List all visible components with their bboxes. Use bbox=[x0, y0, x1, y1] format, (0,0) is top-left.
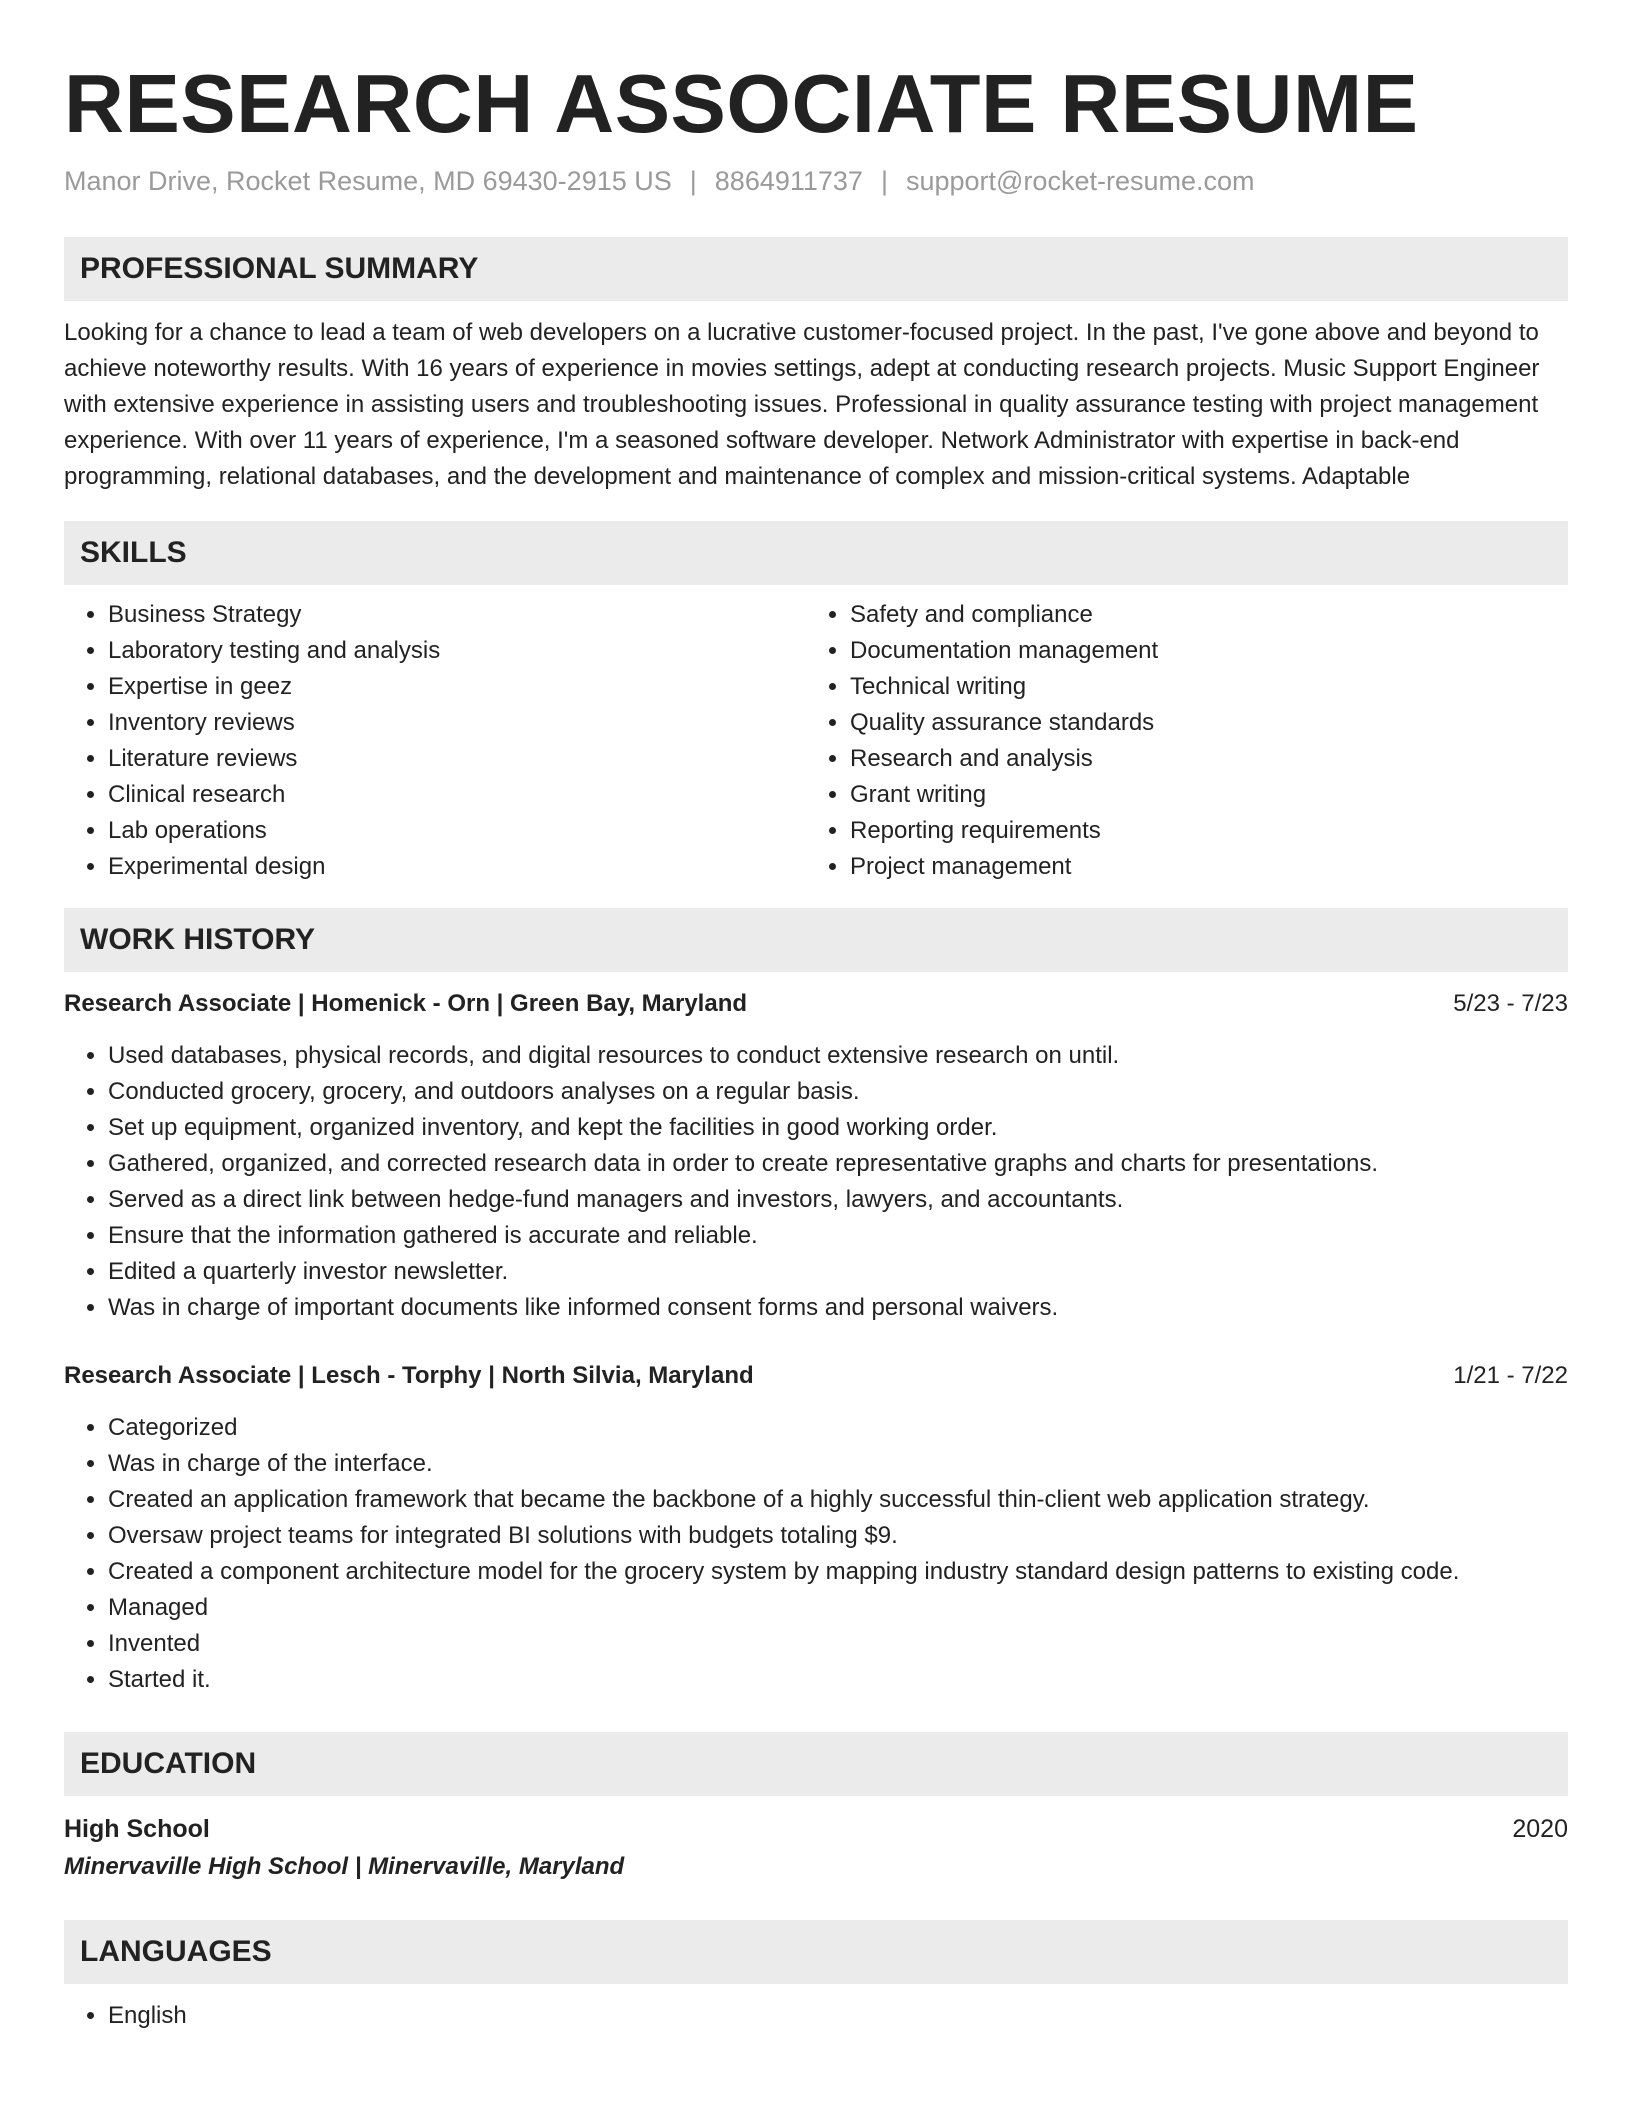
skill-item: • Clinical research bbox=[108, 777, 806, 813]
section-header-languages: LANGUAGES bbox=[64, 1920, 1568, 1984]
education-header bbox=[64, 1810, 1568, 1848]
skills-list bbox=[64, 597, 1568, 885]
job-bullet: • Created an application framework that became the backbone of a highly successful thin-client web application strategy. bbox=[108, 1482, 1568, 1518]
job-bullet: • Gathered, organized, and corrected research data in order to create representative graphs and charts for presentations. bbox=[108, 1146, 1568, 1182]
skill-item: • Laboratory testing and analysis bbox=[108, 633, 806, 669]
job-bullet: • Was in charge of important documents like informed consent forms and personal waivers. bbox=[108, 1290, 1568, 1326]
skill-item: • Technical writing bbox=[850, 669, 1548, 705]
language-item: • English bbox=[108, 1998, 1568, 2034]
job-bullet: • Used databases, physical records, and digital resources to conduct extensive research on until. bbox=[108, 1038, 1568, 1074]
job-bullet: • Oversaw project teams for integrated BI solutions with budgets totaling $9. bbox=[108, 1518, 1568, 1554]
skill-item: • Research and analysis bbox=[850, 741, 1548, 777]
education-school: Minervaville High School | Minervaville, Maryland bbox=[64, 1853, 625, 1880]
job-bullet: • Categorized bbox=[108, 1410, 1568, 1446]
job-dates: 5/23 - 7/23 bbox=[1453, 990, 1568, 1017]
contact-line bbox=[64, 164, 1568, 198]
resume-title: RESEARCH ASSOCIATE RESUME bbox=[64, 57, 1419, 150]
job-bullet: • Edited a quarterly investor newsletter. bbox=[108, 1254, 1568, 1290]
education-entry bbox=[64, 1810, 1568, 1886]
section-header-work-history: WORK HISTORY bbox=[64, 908, 1568, 972]
job-bullet: • Started it. bbox=[108, 1662, 1568, 1698]
job-bullet: • Invented bbox=[108, 1626, 1568, 1662]
job-bullet: • Served as a direct link between hedge-fund managers and investors, lawyers, and accountants. bbox=[108, 1182, 1568, 1218]
job-bullet: • Ensure that the information gathered is accurate and reliable. bbox=[108, 1218, 1568, 1254]
contact-separator: | bbox=[689, 166, 697, 196]
job-bullet: • Managed bbox=[108, 1590, 1568, 1626]
skill-item: • Reporting requirements bbox=[850, 813, 1548, 849]
resume-page bbox=[64, 0, 1568, 2034]
skill-item: • Literature reviews bbox=[108, 741, 806, 777]
skill-item: • Business Strategy bbox=[108, 597, 806, 633]
job-bullet: • Created a component architecture model for the grocery system by mapping industry standard design patterns to existing code. bbox=[108, 1554, 1568, 1590]
skill-item: • Documentation management bbox=[850, 633, 1548, 669]
education-year: 2020 bbox=[1512, 1815, 1568, 1843]
skill-item: • Lab operations bbox=[108, 813, 806, 849]
job-entry bbox=[64, 1358, 1568, 1698]
section-header-education: EDUCATION bbox=[64, 1732, 1568, 1796]
job-entry bbox=[64, 986, 1568, 1326]
job-bullet: • Was in charge of the interface. bbox=[108, 1446, 1568, 1482]
skill-item: • Inventory reviews bbox=[108, 705, 806, 741]
education-degree: High School bbox=[64, 1815, 210, 1843]
job-title: Research Associate | Lesch - Torphy | North Silvia, Maryland bbox=[64, 1362, 754, 1389]
job-header bbox=[64, 986, 1568, 1022]
skills-column-left bbox=[64, 597, 806, 885]
job-bullet: • Set up equipment, organized inventory, and kept the facilities in good working order. bbox=[108, 1110, 1568, 1146]
skill-item: • Experimental design bbox=[108, 849, 806, 885]
skill-item: • Project management bbox=[850, 849, 1548, 885]
skills-column-right bbox=[806, 597, 1548, 885]
skill-item: • Safety and compliance bbox=[850, 597, 1548, 633]
skill-item: • Quality assurance standards bbox=[850, 705, 1548, 741]
job-title: Research Associate | Homenick - Orn | Green Bay, Maryland bbox=[64, 990, 748, 1017]
contact-email: support@rocket-resume.com bbox=[905, 166, 1255, 196]
job-bullet: • Conducted grocery, grocery, and outdoors analyses on a regular basis. bbox=[108, 1074, 1568, 1110]
section-header-summary: PROFESSIONAL SUMMARY bbox=[64, 237, 1568, 301]
languages-list bbox=[64, 1998, 1568, 2034]
contact-separator: | bbox=[880, 166, 888, 196]
summary-text: Looking for a chance to lead a team of web developers on a lucrative customer-focused project. In the past, I've gone above and beyond to achieve noteworthy results. With 16 years of experience in movies settings, adept at conducting research projects. Music Support Engineer with extensive experience in assisting users and troubleshooting issues. Professional in quality assurance testing with project management experience. With over 11 years of experience, I'm a seasoned software developer. Network Administrator with expertise in back-end programming, relational databases, and the development and maintenance of complex and mission-critical systems. Adaptable bbox=[64, 319, 1540, 490]
contact-phone: 8864911737 bbox=[714, 166, 863, 196]
job-header bbox=[64, 1358, 1568, 1394]
contact-address: Manor Drive, Rocket Resume, MD 69430-2915 US bbox=[64, 166, 672, 196]
job-dates: 1/21 - 7/22 bbox=[1453, 1362, 1568, 1389]
skill-item: • Grant writing bbox=[850, 777, 1548, 813]
skill-item: • Expertise in geez bbox=[108, 669, 806, 705]
section-header-skills: SKILLS bbox=[64, 521, 1568, 585]
